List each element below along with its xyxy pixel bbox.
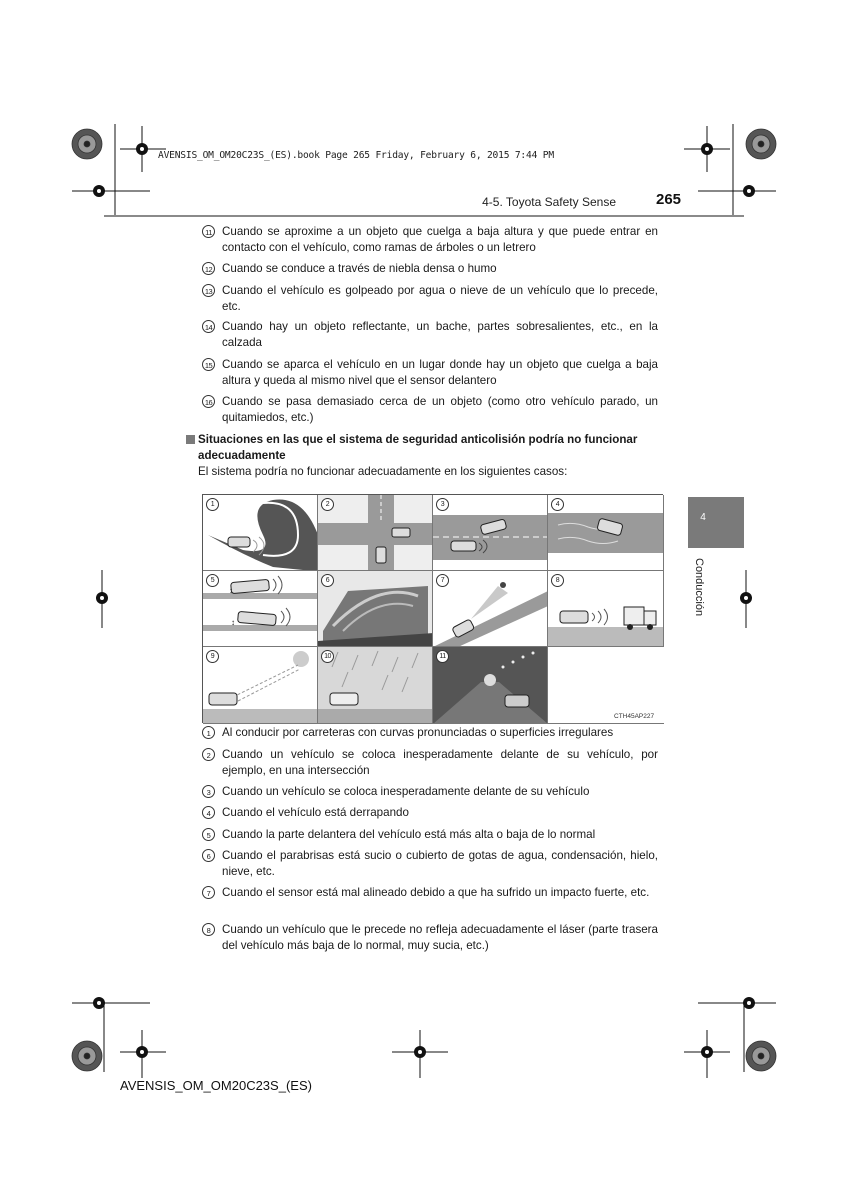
footer-doc-id: AVENSIS_OM_OM20C23S_(ES)	[120, 1078, 312, 1093]
item-number: 16	[202, 395, 215, 408]
list-item	[202, 319, 658, 351]
section-title: 4-5. Toyota Safety Sense	[482, 195, 616, 209]
list-item	[202, 922, 658, 954]
item-text: Cuando un vehículo se coloca inesperadamente delante de su vehículo	[222, 785, 590, 798]
svg-text:↕: ↕	[229, 586, 233, 595]
illustration-tunnel: 11	[433, 647, 548, 724]
print-info: AVENSIS_OM_OM20C23S_(ES).book Page 265 Friday, February 6, 2015 7:44 PM	[158, 150, 554, 161]
svg-text:↕: ↕	[231, 618, 235, 627]
illustration-cut-in: 3	[433, 495, 548, 571]
item-text: Al conducir por carreteras con curvas pronunciadas o superficies irregulares	[222, 726, 614, 739]
illustration-intersection: 2	[318, 495, 433, 571]
list-item	[202, 261, 658, 277]
item-number: 14	[202, 320, 215, 333]
figure-code: CTH45AP227	[614, 713, 655, 720]
item-number: 3	[202, 785, 215, 798]
item-number: 8	[202, 923, 215, 936]
illustration-windshield: 6	[318, 571, 433, 647]
item-number: 6	[202, 849, 215, 862]
item-text: Cuando la parte delantera del vehículo está más alta o baja de lo normal	[222, 828, 596, 841]
item-text: Cuando un vehículo que le precede no refleja adecuadamente el láser (parte trasera del vehículo más baja de lo normal, muy sucia, etc.)	[222, 923, 658, 952]
list-item	[202, 805, 658, 821]
illustration-sensor-misaligned: 7	[433, 571, 548, 647]
item-number: 5	[202, 828, 215, 841]
item-text: Cuando hay un objeto reflectante, un bache, partes sobresalientes, etc., en la calzada	[222, 320, 658, 349]
item-number: 4	[202, 806, 215, 819]
illustration-vehicle-height: 5 ↕ ↕	[203, 571, 318, 647]
item-number: 2	[202, 748, 215, 761]
illustration-curved-road: 1	[203, 495, 318, 571]
illustration-truck-ahead: 8	[548, 571, 664, 647]
header-rule	[104, 215, 744, 217]
section-heading: Situaciones en las que el sistema de seguridad anticolisión podría no funcionar adecuadamente	[186, 432, 664, 464]
illustration-grid	[202, 494, 663, 723]
illustration-skidding: 4	[548, 495, 664, 571]
list-item	[202, 747, 658, 779]
list-item	[202, 394, 658, 426]
page-number: 265	[656, 191, 682, 208]
item-number: 11	[202, 225, 215, 238]
chapter-label: Conducción	[693, 558, 705, 617]
item-text: Cuando el vehículo está derrapando	[222, 806, 409, 819]
item-text: Cuando un vehículo se coloca inesperadamente delante de su vehículo, por ejemplo, en una intersección	[222, 748, 658, 777]
item-number: 13	[202, 284, 215, 297]
illustration-sun-glare: 9	[203, 647, 318, 724]
item-text: Cuando se conduce a través de niebla densa o humo	[222, 262, 497, 275]
intro-text: El sistema podría no funcionar adecuadamente en los siguientes casos:	[198, 465, 568, 478]
square-bullet-icon	[186, 435, 195, 444]
list-item	[202, 827, 658, 843]
item-text: Cuando se aproxime a un objeto que cuelga a baja altura y que puede entrar en contacto con el vehículo, como ramas de árboles o un letrero	[222, 225, 658, 254]
illustration-heavy-rain: 10	[318, 647, 433, 724]
list-item	[202, 885, 658, 901]
item-text: Cuando se aparca el vehículo en un lugar donde hay un objeto que cuelga a baja altura y queda al mismo nivel que el sensor delantero	[222, 358, 658, 387]
item-text: Cuando el sensor está mal alineado debido a que ha sufrido un impacto fuerte, etc.	[222, 886, 650, 899]
list-item	[202, 784, 658, 800]
list-item	[202, 725, 658, 741]
item-text: Cuando el parabrisas está sucio o cubierto de gotas de agua, condensación, hielo, nieve, etc.	[222, 849, 658, 878]
item-number: 7	[202, 886, 215, 899]
list-item	[202, 283, 658, 315]
list-item	[202, 357, 658, 389]
list-item	[202, 848, 658, 880]
list-item	[202, 224, 658, 256]
item-text: Cuando el vehículo es golpeado por agua o nieve de un vehículo que lo precede, etc.	[222, 284, 658, 313]
item-number: 15	[202, 358, 215, 371]
item-number: 12	[202, 262, 215, 275]
item-number: 1	[202, 726, 215, 739]
item-text: Cuando se pasa demasiado cerca de un objeto (como otro vehículo parado, un quitamiedos, etc.)	[222, 395, 658, 424]
chapter-number: 4	[700, 512, 706, 523]
